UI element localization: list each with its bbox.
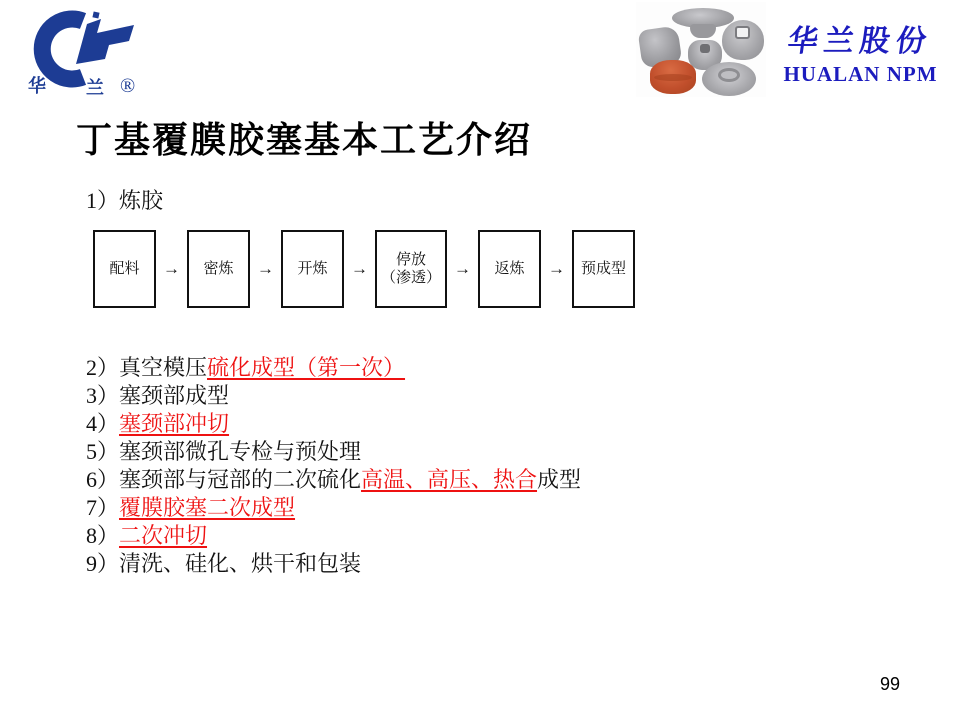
company-name-chinese: 华兰股份 — [785, 25, 935, 58]
company-name-block — [768, 16, 953, 87]
step-text: 3）塞颈部成型 — [86, 383, 230, 408]
hualan-logo-icon — [16, 2, 146, 97]
process-step — [86, 550, 581, 578]
process-step — [86, 382, 581, 410]
process-step — [86, 494, 581, 522]
flow-arrow-icon: → — [163, 259, 180, 278]
flow-step-box — [187, 230, 250, 308]
process-steps — [86, 354, 581, 578]
process-step — [86, 410, 581, 438]
process-step — [86, 438, 581, 466]
flow-arrow-icon: → — [257, 259, 274, 278]
registered-trademark-icon: ® — [120, 75, 136, 97]
step-text: 成型 — [537, 467, 582, 492]
flow-arrow-icon: → — [351, 259, 368, 278]
logo-char-right: 兰 — [86, 78, 104, 97]
flow-arrow-icon: → — [548, 259, 565, 278]
step-link-text[interactable]: 覆膜胶塞二次成型 — [119, 495, 296, 520]
step1-label: 1）炼胶 — [86, 188, 164, 213]
flow-step-label: 密炼 — [203, 261, 234, 277]
step-text: 8） — [86, 523, 120, 548]
rubber-stoppers-image — [636, 2, 766, 97]
flow-step-label: 停放 — [395, 252, 426, 268]
step-link-text[interactable]: 高温、高压、热合 — [361, 467, 538, 492]
step-link-text[interactable]: 塞颈部冲切 — [119, 411, 230, 436]
step-text: 5）塞颈部微孔专检与预处理 — [86, 439, 362, 464]
company-name-english: HUALAN NPM — [783, 62, 938, 86]
stopper-orange-rib — [654, 74, 692, 81]
stopper-middle-slot — [700, 44, 710, 53]
step-text: 2）真空模压 — [86, 355, 208, 380]
step-text: 9）清洗、硅化、烘干和包装 — [86, 551, 362, 576]
flow-step-label: 返炼 — [494, 261, 525, 277]
flow-step-box — [281, 230, 344, 308]
process-step — [86, 466, 581, 494]
flow-step-box — [93, 230, 156, 308]
stopper-right-hole — [735, 26, 750, 39]
flow-step-label: 预成型 — [580, 261, 626, 277]
stopper-top-stem — [690, 24, 716, 38]
step-text: 4） — [86, 411, 120, 436]
flow-step-box — [478, 230, 541, 308]
page-number: 99 — [880, 674, 901, 694]
step-link-text[interactable]: 硫化成型（第一次） — [207, 355, 406, 380]
flow-step-label: （渗透） — [380, 270, 441, 286]
flow-arrow-icon: → — [454, 259, 471, 278]
page-title: 丁基覆膜胶塞基本工艺介绍 — [76, 119, 533, 160]
flowchart — [93, 230, 635, 308]
step-text: 6）塞颈部与冠部的二次硫化 — [86, 467, 362, 492]
flow-step-box — [375, 230, 447, 308]
flow-step-box — [572, 230, 635, 308]
flow-step-label: 配料 — [109, 261, 140, 277]
process-step — [86, 354, 581, 382]
stopper-disc-ring — [718, 68, 740, 82]
logo-char-left: 华 — [28, 76, 46, 96]
flow-step-label: 开炼 — [297, 261, 328, 277]
process-step — [86, 522, 581, 550]
step-link-text[interactable]: 二次冲切 — [119, 523, 208, 548]
step-text: 7） — [86, 495, 120, 520]
